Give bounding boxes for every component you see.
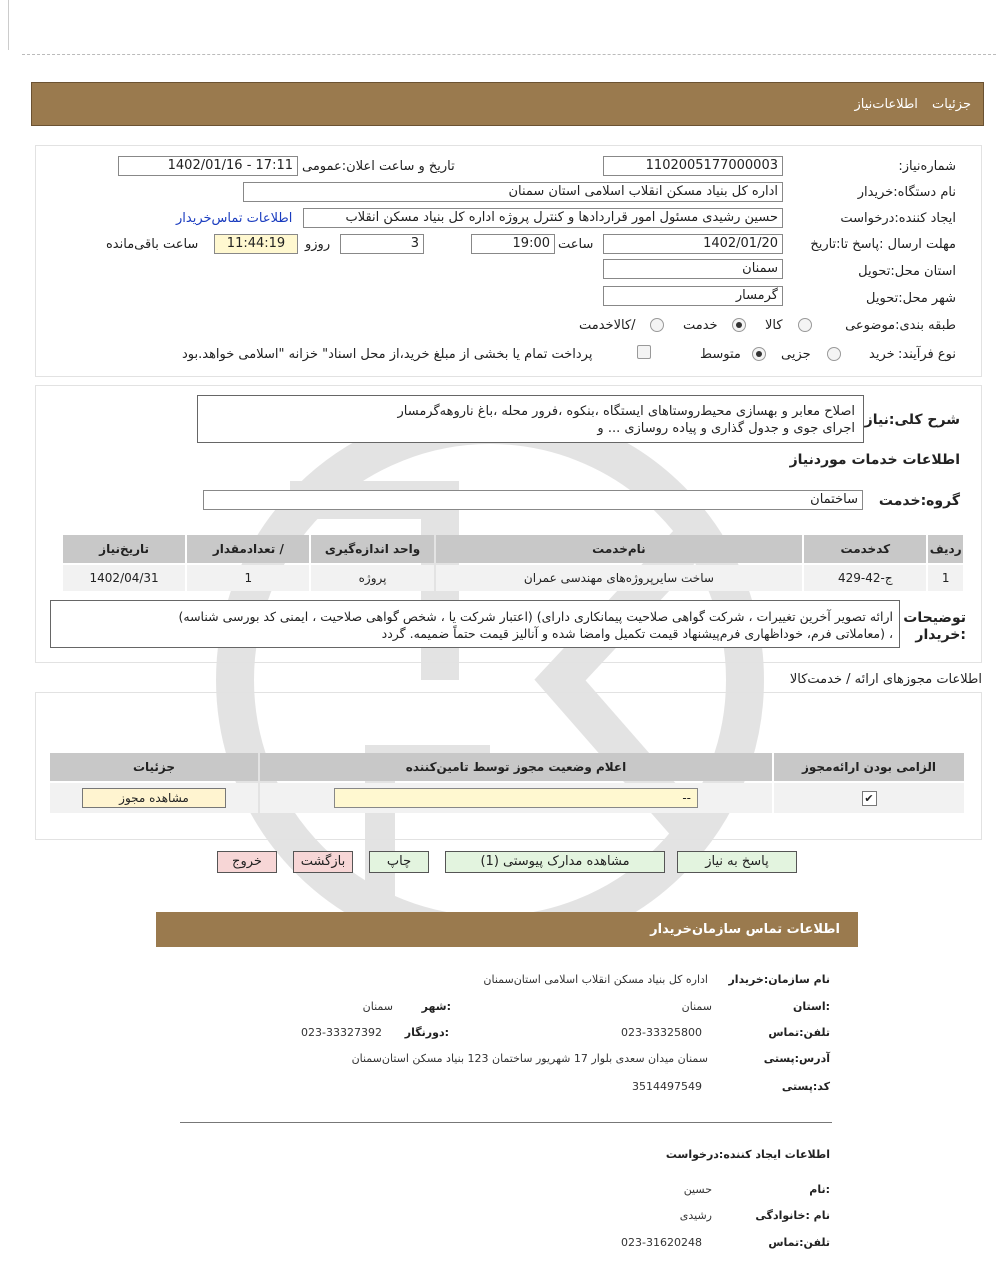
contact-postal-label: کد:پستی — [781, 1080, 830, 1093]
col-unit: واحد اندازه‌گیری — [311, 535, 433, 563]
attachments-button[interactable]: مشاهده مدارک پیوستی (1) — [445, 851, 665, 873]
remaining-label: ساعت باقی‌مانده — [106, 237, 199, 252]
city-label: شهر محل:تحویل — [866, 291, 956, 306]
top-divider — [22, 54, 996, 55]
buyer-notes-line-1: ارائه تصویر آخرین تغییرات ، شرکت گواهی صلاحیت پیمانکاری دارای) (اعتبار شرکت یا ، شخص گواهی صلاحیت ، ایمنی کد بورسی شناسه) — [178, 609, 893, 624]
buyer-notes-box — [50, 600, 900, 648]
summary-line-2: اجرای جوی و جدول گذاری و پیاده روسازی ... و — [597, 421, 855, 436]
buyer-contact-link[interactable]: اطلاعات تماس‌خریدار — [176, 211, 293, 226]
days-label: روزو — [305, 237, 331, 252]
cell-permit-details — [50, 783, 258, 813]
category-service-radio[interactable] — [732, 318, 746, 332]
exit-button[interactable]: خروج — [217, 851, 277, 873]
time-label: ساعت — [558, 237, 594, 252]
process-medium-label: متوسط — [700, 347, 741, 362]
services-table-wrap — [61, 533, 965, 593]
contact-address-value: سمنان میدان سعدی بلوار 17 شهریور ساختمان 123 بنیاد مسکن استان‌سمنان — [351, 1052, 708, 1065]
deadline-time-field: 19:00 — [471, 234, 555, 254]
reply-button[interactable]: پاسخ به نیاز — [677, 851, 797, 873]
buyer-org-label: نام دستگاه:خریدار — [857, 185, 956, 200]
contact-phone-label: تلفن:تماس — [768, 1026, 830, 1039]
remaining-time-field: 11:44:19 — [214, 234, 298, 254]
service-group-label: گروه:خدمت — [878, 493, 960, 509]
contact-divider — [180, 1122, 832, 1123]
permit-required-checkbox[interactable]: ✔ — [862, 791, 877, 806]
process-medium-radio[interactable] — [752, 347, 766, 361]
permits-table-wrap — [48, 751, 966, 815]
category-service-label: خدمت — [683, 318, 718, 333]
contact-province-label: :استان — [793, 1000, 830, 1013]
permits-header-row — [50, 753, 964, 781]
creator-family-value: رشیدی — [679, 1209, 712, 1222]
col-service-name: نام‌خدمت — [436, 535, 803, 563]
col-permit-status: اعلام وضعیت مجوز توسط تامین‌کننده — [260, 753, 772, 781]
page-edge-line — [8, 0, 9, 50]
services-table — [61, 533, 965, 593]
creator-title: اطلاعات ایجاد کننده:درخواست — [665, 1148, 830, 1161]
buyer-notes-label: توضیحات :خریدار — [903, 610, 966, 643]
treasury-payment-checkbox[interactable] — [637, 345, 651, 359]
contact-city-label: :شهر — [421, 1000, 451, 1013]
creator-phone-value: 023-31620248 — [621, 1236, 702, 1249]
cell-unit: پروژه — [311, 565, 433, 591]
city-field: گرمسار — [603, 286, 783, 306]
permits-title: اطلاعات مجوزهای ارائه / خدمت‌کالا — [789, 672, 982, 687]
process-buy-label: خرید — [869, 347, 895, 362]
summary-label: شرح کلی:نیاز — [864, 412, 960, 428]
cell-need-date: 1402/04/31 — [63, 565, 185, 591]
process-label: نوع فرآیند: — [898, 347, 956, 362]
col-permit-required: الزامی بودن ارائه‌مجوز — [774, 753, 964, 781]
table-row — [63, 565, 963, 591]
permits-table — [48, 751, 966, 815]
header-title: جزئیات اطلاعات‌نیاز — [854, 97, 971, 112]
page-header — [31, 82, 984, 126]
permit-status-field: -- — [334, 788, 698, 808]
print-button[interactable]: چاپ — [369, 851, 429, 873]
need-info-panel — [35, 145, 982, 377]
need-number-field: 1102005177000003 — [603, 156, 783, 176]
contact-header-title: اطلاعات تماس سازمان‌خریدار — [650, 922, 840, 937]
buyer-org-field: اداره کل بنیاد مسکن انقلاب اسلامی استان سمنان — [243, 182, 783, 202]
deadline-label: مهلت ارسال :پاسخ تا:تاریخ — [810, 237, 956, 252]
services-title: اطلاعات خدمات موردنیاز — [789, 452, 960, 468]
contact-phone-value: 023-33325800 — [621, 1026, 702, 1039]
treasury-payment-note: پرداخت تمام یا بخشی از مبلغ خرید،از محل اسناد" خزانه "اسلامی خواهد.بود — [182, 347, 593, 362]
services-header-row — [63, 535, 963, 563]
contact-city-value: سمنان — [362, 1000, 393, 1013]
cell-quantity: 1 — [187, 565, 309, 591]
cell-row-number: 1 — [928, 565, 963, 591]
col-row-number: ردیف — [928, 535, 963, 563]
category-goods-service-radio[interactable] — [650, 318, 664, 332]
announce-label: تاریخ و ساعت اعلان:عمومی — [302, 159, 455, 174]
contact-fax-label: :دورنگار — [404, 1026, 449, 1039]
creator-phone-label: تلفن:تماس — [768, 1236, 830, 1249]
cell-service-name: ساخت سایرپروژه‌های مهندسی عمران — [436, 565, 803, 591]
contact-address-label: آدرس:پستی — [763, 1052, 830, 1065]
process-minor-radio[interactable] — [827, 347, 841, 361]
province-field: سمنان — [603, 259, 783, 279]
cell-service-code: ج-42-429 — [804, 565, 926, 591]
category-goods-label: کالا — [765, 318, 783, 333]
back-button[interactable]: بازگشت — [293, 851, 353, 873]
col-need-date: تاریخ‌نیاز — [63, 535, 185, 563]
view-permit-button[interactable]: مشاهده مجوز — [82, 788, 226, 808]
category-label: طبقه بندی:موضوعی — [845, 318, 956, 333]
summary-line-1: اصلاح معابر و بهسازی محیط‌روستاهای ایستگاه ،بنکوه ،فرور محله ،باغ ناروهه‌گرمسار — [397, 404, 855, 419]
contact-province-value: سمنان — [681, 1000, 712, 1013]
creator-name-value: حسین — [683, 1183, 712, 1196]
creator-name-label: :نام — [809, 1183, 830, 1196]
need-number-label: شماره‌نیاز: — [898, 159, 956, 174]
summary-box — [197, 395, 864, 443]
creator-family-label: نام :خانوادگی — [755, 1209, 830, 1222]
contact-org-value: اداره کل بنیاد مسکن انقلاب اسلامی استان‌سمنان — [483, 973, 708, 986]
col-permit-details: جزئیات — [50, 753, 258, 781]
cell-permit-required — [774, 783, 964, 813]
contact-fax-value: 023-33327392 — [301, 1026, 382, 1039]
province-label: استان محل:تحویل — [858, 264, 956, 279]
col-quantity: / تعدادمقدار — [187, 535, 309, 563]
requester-field: حسین رشیدی مسئول امور قراردادها و کنترل پروژه اداره کل بنیاد مسکن انقلاب — [303, 208, 783, 228]
process-minor-label: جزیی — [781, 347, 811, 362]
buyer-notes-line-2: ، (معاملاتی فرم، خوداظهاری فرم‌پیشنهاد قیمت تکمیل وامضا شده و آنالیز قیمت حتماً ضمیمه. گردد — [381, 626, 893, 641]
requester-label: ایجاد کننده:درخواست — [840, 211, 956, 226]
service-group-field: ساختمان — [203, 490, 863, 510]
contact-header — [156, 912, 858, 947]
col-service-code: کدخدمت — [804, 535, 926, 563]
days-field: 3 — [340, 234, 424, 254]
category-goods-service-label: /کالاخدمت — [579, 318, 636, 333]
contact-org-label: نام سازمان:خریدار — [728, 973, 830, 986]
table-row — [50, 783, 964, 813]
contact-postal-value: 3514497549 — [632, 1080, 702, 1093]
deadline-date-field: 1402/01/20 — [603, 234, 783, 254]
announce-field: 1402/01/16 - 17:11 — [118, 156, 298, 176]
category-goods-radio[interactable] — [798, 318, 812, 332]
cell-permit-status — [260, 783, 772, 813]
